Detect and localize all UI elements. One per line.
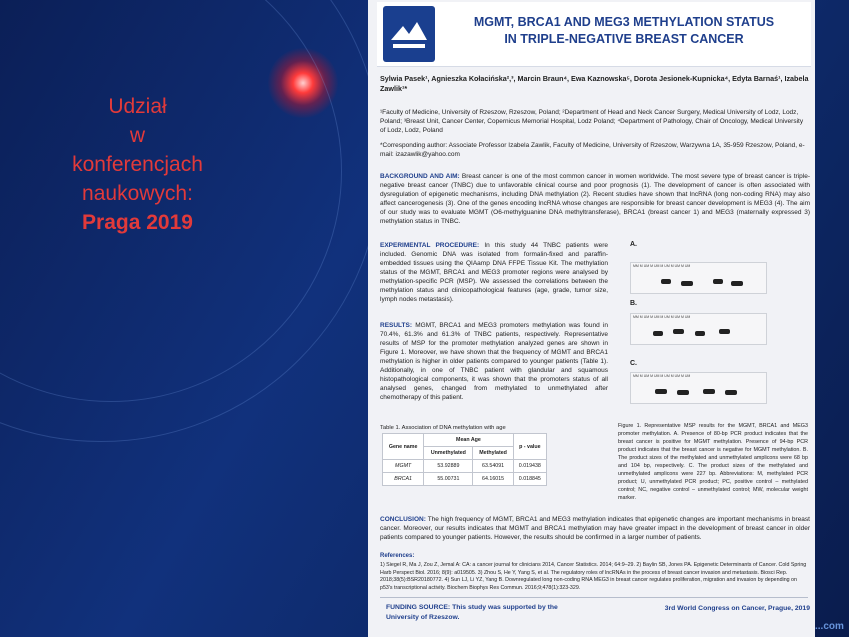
title-line-2: IN TRIPLE-NEGATIVE BREAST CANCER [504, 32, 744, 46]
caption-line: Udział [108, 95, 167, 118]
table-cell: 53.92889 [424, 460, 473, 473]
figure-panel-label: B. [630, 300, 637, 307]
watermark: ...com [815, 621, 844, 632]
section-text: The high frequency of MGMT, BRCA1 and MEG3 methylation indicates that epigenetic changes are important mechanisms in breast cancer. Moreover, our results indicates that MGMT and BRCA1 methylation may have greater impact in the development of breast cancer in older patients compared to younger patients. However, the results should be confirmed in a larger number of patients. [380, 516, 810, 541]
table-title: Table 1. Association of DNA methylation with age [380, 425, 506, 431]
figure-panel-label: C. [630, 360, 637, 367]
university-logo [383, 6, 435, 62]
table-cell: 64.16015 [473, 473, 513, 486]
caption-highlight: Praga 2019 [82, 211, 193, 234]
table-cell: 0.019438 [513, 460, 546, 473]
footer-divider [380, 597, 808, 598]
figure-caption: Figure 1. Representative MSP results for the MGMT, BRCA1 and MEG3 promoter methylation. A. Presence of 80-bp PCR product indicates that the breast cancer is positive for MGMT methylation. Presence of 94-bp PCR product indicates that the breast cancer is negative for MGMT methylation. B. The product sizes of the methylated and unmethylated amplicons were 68 bp and 104 bp, respectively. C. The product sizes of the methylated and unmethylated amplicons were 227 bp. Abbreviations: M, methylated PCR product; U, unmethylated PCR product; PC, positive control – methylated control; NC, negative control – unmethylated control; MW, molecular weight marker. [618, 423, 808, 501]
section-label: BACKGROUND AND AIM: [380, 173, 460, 180]
table-header-row [383, 434, 547, 447]
slide-caption [40, 92, 235, 237]
caption-line: naukowych: [82, 182, 193, 205]
table-header: Gene name [383, 434, 424, 460]
table-header: Unmethylated [424, 447, 473, 460]
table-row [383, 473, 547, 486]
congress-name: 3rd World Congress on Cancer, Prague, 2019 [664, 605, 810, 612]
table-header: Mean Age [424, 434, 513, 447]
results-section [380, 321, 608, 402]
table-row [383, 460, 547, 473]
affiliations: ¹Faculty of Medicine, University of Rzeszow, Rzeszow, Poland; ²Department of Head and Neck Cancer Surgery, Medical University of Lodz, Lodz, Poland; ³Breast Unit, Cancer Center, Copernicus Memorial Hospital, Lodz Poland; ⁴Department of Pathology, Chair of Oncology, Medical University of Lodz, Lodz, Poland [380, 109, 804, 134]
figure-panel-label: A. [630, 241, 637, 248]
funding-source: FUNDING SOURCE: This study was supported by the University of Rzeszow. [386, 604, 558, 621]
table-cell: MGMT [383, 460, 424, 473]
gel-image [630, 262, 767, 294]
caption-line: w [129, 124, 146, 147]
section-text: MGMT, BRCA1 and MEG3 promoters methylation was found in 70.4%, 61.3% and 61.3% of TNBC patients, respectively. Representative results of MSP for the promoter methylation analyzed genes are shown in Figure 1. Moreover, we have shown that the frequency of MGMT and BRCA1 methylation is higher in older patients compared to younger patients (Table 1). Additionally, in one of TNBC patient with glandular and squamous histopathological components, it was shown that the promoters status of all analysed genes, changed from methylated to unmethylated after chemotherapy of this patient. [380, 322, 609, 401]
gel-lane-labels: MM M UM M UM M UM M UM M UM [633, 264, 691, 268]
table-cell: 55.00731 [424, 473, 473, 486]
conclusion-section [380, 515, 810, 542]
references: 1) Siegel R, Ma J, Zou Z, Jemal A: CA: a cancer journal for clinicians 2014, Cancer Statistics. 2014; 64:9–29. 2) Baylin SB, Jones PA. Epigenetic Determinants of Cancer. Cold Spring Harb Perspect Biol. 2016; 8(9): a019505. 3) Zhou S, He Y, Yang S, et al. The regulatory roles of lncRNAs in the process of breast cancer invasion and metastasis. Biosci Rep. 2018;38(5):BSR20180772. 4) Sun LJ, Li YZ, Yang B. Downregulated long non-coding RNA MEG3 in breast cancer regulates proliferation, migration and invasion by depending on p53's transcriptional activity. Biochem Biophys Res Commun. 2016;9;478(1):323-329. [380, 562, 807, 591]
procedure-section [380, 241, 608, 304]
gel-image [630, 372, 767, 404]
section-label: CONCLUSION: [380, 516, 426, 523]
section-label: RESULTS: [380, 322, 413, 329]
gel-lane-labels: MM M UM M UM M UM M UM M UM [633, 315, 691, 319]
table-header: p - value [513, 434, 546, 460]
table-cell: 63.54091 [473, 460, 513, 473]
poster-header [377, 2, 811, 67]
section-label: EXPERIMENTAL PROCEDURE: [380, 242, 480, 249]
table-cell: 0.018845 [513, 473, 546, 486]
gel-image [630, 313, 767, 345]
section-text: In this study 44 TNBC patients were included. Genomic DNA was isolated from formalin-fixed and paraffin-embedded tissues using the QIAamp DNA FFPE Tissue Kit. The methylation status of the MGMT, BRCA1 and MEG3 promoter regions were analysed by methylation-specific PCR (MSP). We assessed the correlations between the methylation status and clinicopathological features (age, grade, tumor size, lymph nodes metastasis). [380, 242, 608, 303]
table-header: Methylated [473, 447, 513, 460]
corresponding-author: *Corresponding author: Associate Professor Izabela Zawlik, Faculty of Medicine, University of Rzeszow, Warzywna 1A, 35-959 Rzeszow, Poland, e-mail: izazawlik@yahoo.com [380, 142, 805, 158]
age-methylation-table [382, 433, 547, 486]
poster-title [439, 14, 809, 48]
poster [368, 0, 815, 637]
references-title: References: [380, 553, 415, 559]
caption-line: konferencjach [72, 153, 203, 176]
authors: Sylwia Pasek¹, Agnieszka Kołacińska²,³, Marcin Braun⁴, Ewa Kaznowska⁵, Dorota Jesionek-Kupnicka⁴, Edyta Barnaś¹, Izabela Zawlik¹* [380, 74, 809, 93]
gel-lane-labels: MM M UM M UM M UM M UM M UM [633, 374, 691, 378]
background-section [380, 172, 810, 226]
title-line-1: MGMT, BRCA1 AND MEG3 METHYLATION STATUS [473, 15, 775, 29]
table-cell: BRCA1 [383, 473, 424, 486]
section-text: Breast cancer is one of the most common cancer in women worldwide. The most severe type of breast cancer is triple-negative breast cancer (TNBC) due to unfavorable clinical course and poor prognosis (1). The development of cancer is often associated with dysregulation of epigenetic mechanisms, including DNA methylation (2). Recent studies have shown that lncRNA (long non-coding RNA) may also affect cancerogenesis (3). One of the genes encoding lncRNA whose changes are responsible for breast cancer development is MEG3 (4). The aim of our study was to evaluate MGMT (O6-methylguanine DNA methyltransferase), BRCA1 (breast cancer 1) and MEG3 (maternally expressed 3) methylation status in TNBC. [380, 173, 810, 225]
